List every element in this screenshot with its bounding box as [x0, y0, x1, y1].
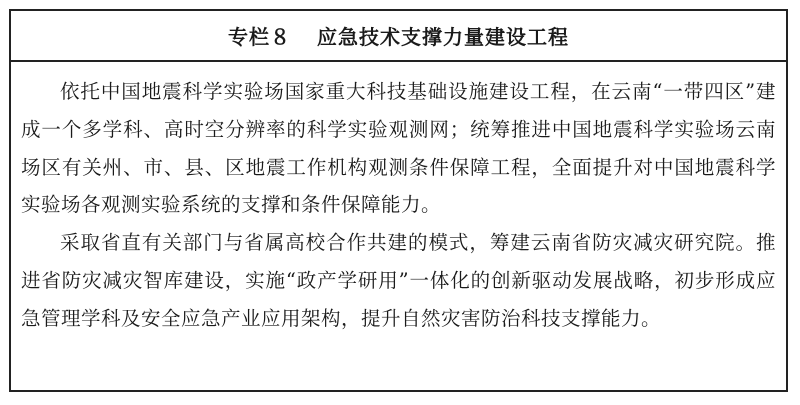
paragraph-2: 采取省直有关部门与省属高校合作共建的模式，筹建云南省防灾减灾研究院。推进省防灾减灾智库建设，实施“政产学研用”一体化的创新驱动发展战略，初步形成应急管理学科及安全应急产业应用架构，提升自然灾害防治科技支撑能力。 — [21, 231, 776, 330]
column-number: 专栏８ — [228, 25, 291, 49]
column-header — [11, 11, 786, 62]
column-body — [21, 73, 776, 338]
column-box — [9, 9, 788, 392]
column-title — [228, 21, 569, 50]
column-heading: 应急技术支撑力量建设工程 — [317, 25, 569, 49]
paragraph-1: 依托中国地震科学实验场国家重大科技基础设施建设工程，在云南“一带四区”建成一个多学科、高时空分辨率的科学实验观测网；统筹推进中国地震科学实验场云南场区有关州、市、县、区地震工作机构观测条件保障工程，全面提升对中国地震科学实验场各观测实验系统的支撑和条件保障能力。 — [21, 80, 776, 217]
